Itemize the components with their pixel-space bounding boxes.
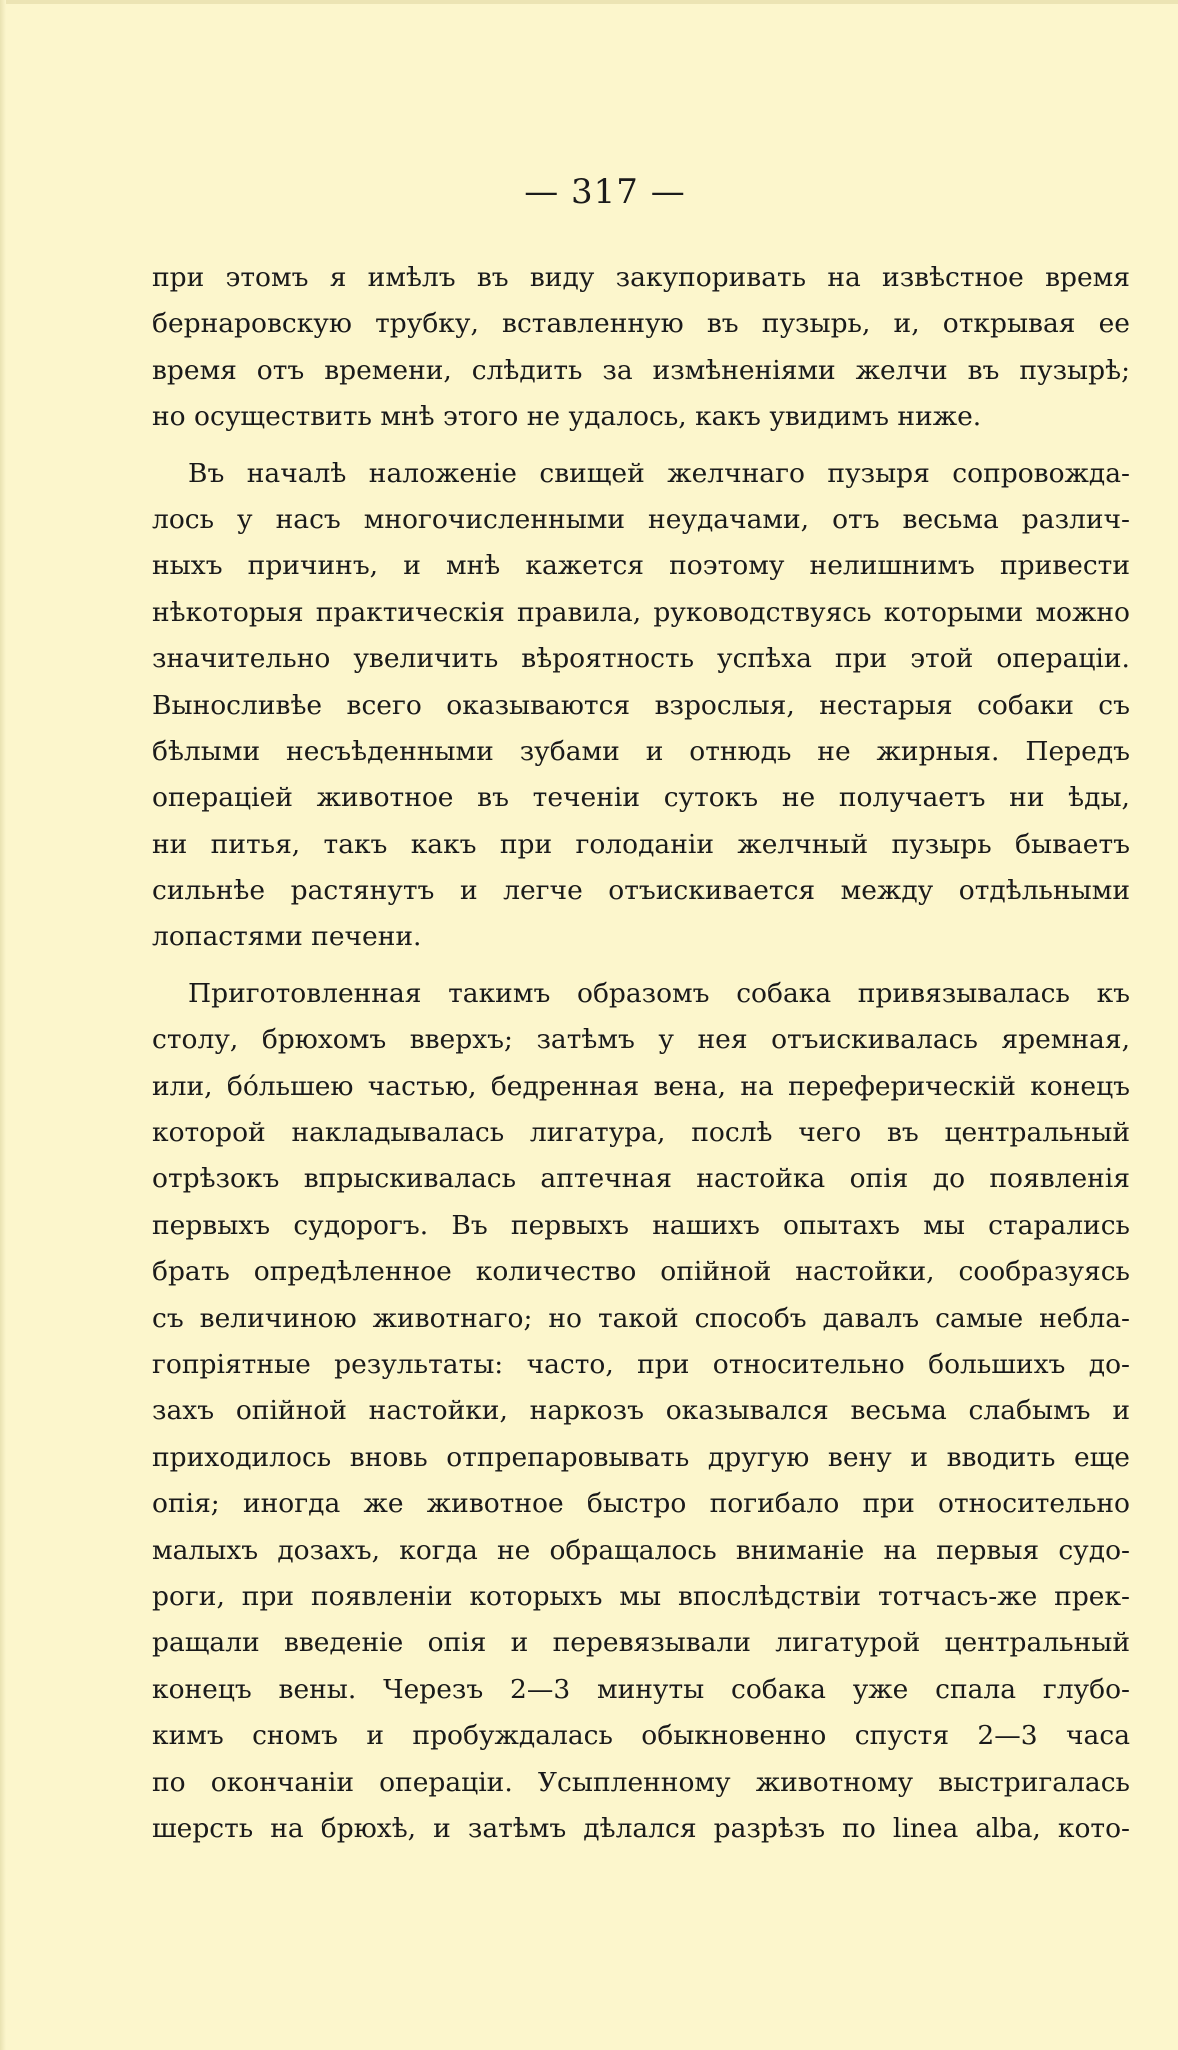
text-line: при этомъ я имѣлъ въ виду закупоривать на извѣстное время [152, 262, 1130, 293]
text-line: роги, при появленіи которыхъ мы впослѣдствіи тотчасъ-же прек- [152, 1580, 1130, 1612]
body-text [152, 255, 1130, 1852]
paragraph-gap [152, 961, 1130, 971]
text-line: ращали введеніе опія и перевязывали лигатурой центральный [152, 1627, 1130, 1659]
text-line: конецъ вены. Черезъ 2—3 минуты собака уже спала глубо- [152, 1673, 1130, 1705]
text-line: ни питья, такъ какъ при голоданіи желчный пузырь бываетъ [152, 828, 1130, 860]
text-line: бернаровскую трубку, вставленную въ пузырь, и, открывая ее [152, 308, 1130, 340]
text-line: съ величиною животнаго; но такой способъ давалъ самые небла- [152, 1302, 1130, 1334]
page-number: — 317 — [524, 172, 686, 212]
text-line: захъ опійной настойки, наркозъ оказывался весьма слабымъ и [152, 1395, 1130, 1427]
text-line: сильнѣе растянутъ и легче отъискивается между отдѣльными [152, 875, 1130, 907]
text-line: первыхъ судорогъ. Въ первыхъ нашихъ опытахъ мы старались [152, 1209, 1130, 1241]
text-line: Въ началѣ наложеніе свищей желчнаго пузыря сопровожда- [188, 457, 1130, 489]
text-line: лось у насъ многочисленными неудачами, отъ весьма различ- [152, 503, 1130, 535]
text-line: или, бо́льшею частью, бедренная вена, на переферическій конецъ [152, 1070, 1130, 1102]
text-line: операціей животное въ теченіи сутокъ не получаетъ ни ѣды, [152, 782, 1130, 814]
text-line: нѣкоторыя практическія правила, руководствуясь которыми можно [152, 596, 1130, 628]
text-line: столу, брюхомъ вверхъ; затѣмъ у нея отъискивалась яремная, [152, 1024, 1130, 1056]
text-line: Приготовленная такимъ образомъ собака привязывалась къ [188, 977, 1130, 1009]
text-line: бѣлыми несъѣденными зубами и отнюдь не жирныя. Передъ [152, 735, 1130, 767]
paragraph [152, 451, 1130, 961]
text-line: опія; иногда же животное быстро погибало при относительно [152, 1488, 1130, 1520]
text-line: значительно увеличить вѣроятность успѣха при этой операціи. [152, 643, 1130, 675]
text-line: Выносливѣе всего оказываются взрослыя, нестарыя собаки съ [152, 689, 1130, 721]
text-line: шерсть на брюхѣ, и затѣмъ дѣлался разрѣзъ по linea alba, кото- [152, 1812, 1130, 1844]
text-line: по окончаніи операціи. Усыпленному животному выстригалась [152, 1766, 1130, 1798]
text-line: брать опредѣленное количество опійной настойки, сообразуясь [152, 1256, 1130, 1288]
text-line: лопастями печени. [152, 921, 422, 953]
text-line: отрѣзокъ впрыскивалась аптечная настойка опія до появленія [152, 1163, 1130, 1195]
text-line: ныхъ причинъ, и мнѣ кажется поэтому нелишнимъ привести [152, 550, 1130, 582]
text-line: приходилось вновь отпрепаровывать другую вену и вводить еще [152, 1441, 1130, 1473]
page-left-edge [0, 0, 6, 2050]
paragraph [152, 255, 1130, 441]
text-line: кимъ сномъ и пробуждалась обыкновенно спустя 2—3 часа [152, 1720, 1130, 1752]
text-line: которой накладывалась лигатура, послѣ чего въ центральный [152, 1117, 1130, 1149]
paragraph [152, 971, 1130, 1852]
text-line: малыхъ дозахъ, когда не обращалось вниманіе на первыя судо- [152, 1534, 1130, 1566]
text-line: время отъ времени, слѣдить за измѣненіями желчи въ пузырѣ; [152, 354, 1130, 386]
text-line: но осуществить мнѣ этого не удалось, какъ увидимъ ниже. [152, 401, 982, 433]
text-line: гопріятные результаты: часто, при относительно большихъ до- [152, 1348, 1130, 1380]
paragraph-gap [152, 441, 1130, 451]
page-top-edge [0, 0, 1178, 4]
